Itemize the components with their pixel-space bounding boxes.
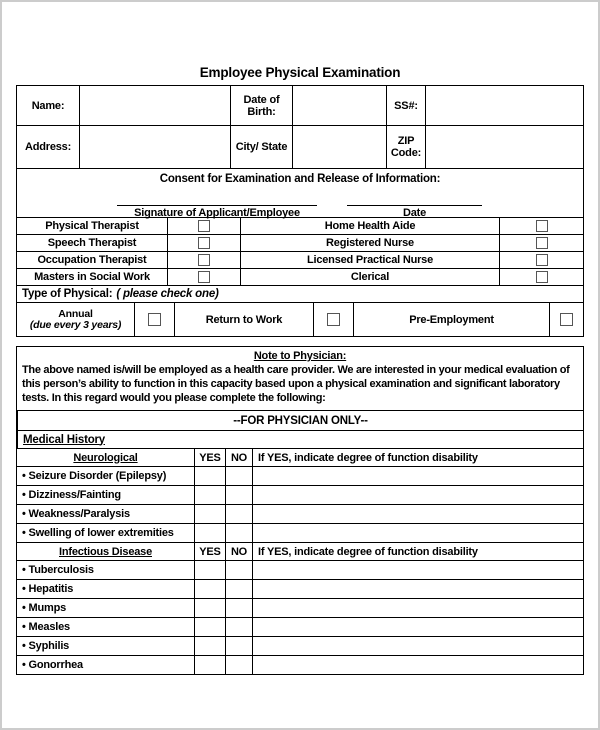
role-checkbox-cell	[499, 269, 583, 285]
address-label: Address:	[24, 141, 72, 153]
history-item-label: • Gonorrhea	[17, 656, 194, 674]
detail-cell[interactable]	[252, 561, 583, 579]
type-of-physical-label: Type of Physical:	[22, 288, 113, 300]
history-item-row	[17, 579, 583, 598]
note-to-physician-section	[17, 347, 583, 410]
no-cell[interactable]	[225, 524, 252, 542]
no-cell[interactable]	[225, 580, 252, 598]
masters-social-work-checkbox[interactable]	[198, 271, 210, 283]
annual-label: Annual	[58, 307, 93, 320]
yes-column-header: YES	[194, 543, 225, 560]
history-item-row	[17, 598, 583, 617]
detail-cell[interactable]	[252, 656, 583, 674]
zip-label: ZIP Code:	[386, 126, 425, 168]
detail-cell[interactable]	[252, 580, 583, 598]
history-item-row	[17, 655, 583, 674]
no-column-header: NO	[225, 543, 252, 560]
no-cell[interactable]	[225, 599, 252, 617]
name-label: Name:	[31, 99, 65, 112]
pre-employment-checkbox[interactable]	[560, 313, 573, 326]
history-item-row	[17, 523, 583, 542]
role-checkbox-cell	[499, 252, 583, 268]
pre-employment-label: Pre-Employment	[353, 303, 549, 336]
role-label-licensed-practical-nurse: Licensed Practical Nurse	[240, 252, 499, 268]
history-item-row	[17, 485, 583, 504]
neurological-section-label: Neurological	[73, 451, 138, 464]
occupation-therapist-checkbox[interactable]	[198, 254, 210, 266]
yes-cell[interactable]	[194, 505, 225, 523]
role-row	[17, 217, 583, 234]
if-yes-column-header: If YES, indicate degree of function disability	[252, 543, 583, 560]
role-label-registered-nurse: Registered Nurse	[240, 235, 499, 251]
consent-heading: Consent for Examination and Release of Information:	[159, 173, 441, 185]
medical-history-heading: Medical History	[23, 433, 105, 446]
role-checkbox-cell	[167, 252, 240, 268]
city-state-label: City/ State	[230, 126, 292, 168]
annual-option-label	[17, 303, 134, 336]
option-checkbox-cell	[549, 303, 583, 336]
history-item-label: • Tuberculosis	[17, 561, 194, 579]
city-state-field[interactable]	[292, 126, 386, 168]
role-row	[17, 251, 583, 268]
detail-cell[interactable]	[252, 505, 583, 523]
no-column-header: NO	[225, 449, 252, 466]
yes-cell[interactable]	[194, 599, 225, 617]
history-item-label: • Swelling of lower extremities	[17, 524, 194, 542]
history-item-row	[17, 617, 583, 636]
detail-cell[interactable]	[252, 637, 583, 655]
signature-line[interactable]	[117, 195, 317, 206]
name-field[interactable]	[79, 86, 230, 125]
history-item-row	[17, 636, 583, 655]
role-checkbox-cell	[167, 235, 240, 251]
role-row	[17, 234, 583, 251]
signature-block	[117, 195, 317, 220]
role-label-occupation-therapist: Occupation Therapist	[37, 254, 147, 266]
address-field[interactable]	[79, 126, 230, 168]
history-item-row	[17, 560, 583, 579]
note-to-physician-body: The above named is/will be employed as a health care provider. We are interested in your medical evaluation of this person’s ability to function in this capacity based upon a physical examination and significant laboratory tests. In this regard would you please complete the following:	[22, 364, 570, 404]
name-row	[17, 86, 583, 125]
if-yes-column-header: If YES, indicate degree of function disability	[252, 449, 583, 466]
return-to-work-checkbox[interactable]	[327, 313, 340, 326]
role-label-home-health-aide: Home Health Aide	[240, 218, 499, 234]
speech-therapist-checkbox[interactable]	[198, 237, 210, 249]
yes-cell[interactable]	[194, 618, 225, 636]
registered-nurse-checkbox[interactable]	[536, 237, 548, 249]
physician-table	[16, 346, 584, 675]
date-line[interactable]	[347, 195, 482, 206]
signature-row	[17, 195, 583, 220]
detail-cell[interactable]	[252, 618, 583, 636]
no-cell[interactable]	[225, 618, 252, 636]
detail-cell[interactable]	[252, 467, 583, 485]
yes-column-header: YES	[194, 449, 225, 466]
role-label-speech-therapist: Speech Therapist	[47, 237, 137, 249]
zip-field[interactable]	[425, 126, 583, 168]
role-checkbox-cell	[499, 218, 583, 234]
type-of-physical-options-row	[17, 302, 583, 336]
medical-history-heading-row	[17, 430, 583, 448]
history-item-label: • Hepatitis	[17, 580, 194, 598]
history-item-row	[17, 504, 583, 523]
page-title: Employee Physical Examination	[199, 65, 401, 80]
note-to-physician-heading: Note to Physician:	[253, 350, 347, 362]
detail-cell[interactable]	[252, 524, 583, 542]
dob-field[interactable]	[292, 86, 386, 125]
for-physician-only-banner: --FOR PHYSICIAN ONLY--	[17, 410, 583, 430]
annual-checkbox[interactable]	[148, 313, 161, 326]
role-checkbox-cell	[499, 235, 583, 251]
yes-cell[interactable]	[194, 524, 225, 542]
home-health-aide-checkbox[interactable]	[536, 220, 548, 232]
dob-label: Date of Birth:	[230, 86, 292, 125]
role-checkbox-cell	[167, 269, 240, 285]
date-block	[347, 195, 482, 220]
history-item-label: • Syphilis	[17, 637, 194, 655]
role-checkbox-cell	[167, 218, 240, 234]
type-of-physical-header	[17, 285, 583, 302]
role-label-physical-therapist: Physical Therapist	[45, 220, 139, 232]
signature-label: Signature of Applicant/Employee	[134, 207, 300, 219]
history-item-label: • Measles	[17, 618, 194, 636]
consent-section	[17, 168, 583, 217]
history-item-label: • Weakness/Paralysis	[17, 505, 194, 523]
yes-cell[interactable]	[194, 561, 225, 579]
clerical-checkbox[interactable]	[536, 271, 548, 283]
no-cell[interactable]	[225, 505, 252, 523]
role-row	[17, 268, 583, 285]
no-cell[interactable]	[225, 656, 252, 674]
infectious-disease-header-row	[17, 542, 583, 560]
history-item-label: • Seizure Disorder (Epilepsy)	[17, 467, 194, 485]
infectious-disease-section-label: Infectious Disease	[59, 545, 152, 558]
date-label: Date	[402, 207, 427, 219]
detail-cell[interactable]	[252, 486, 583, 504]
neurological-header-row	[17, 448, 583, 466]
ss-field[interactable]	[425, 86, 583, 125]
history-item-row	[17, 466, 583, 485]
physical-therapist-checkbox[interactable]	[198, 220, 210, 232]
detail-cell[interactable]	[252, 599, 583, 617]
licensed-practical-nurse-checkbox[interactable]	[536, 254, 548, 266]
address-row	[17, 125, 583, 168]
return-to-work-label: Return to Work	[174, 303, 313, 336]
option-checkbox-cell	[313, 303, 353, 336]
role-label-clerical: Clerical	[240, 269, 499, 285]
role-label-masters-social-work: Masters in Social Work	[34, 271, 150, 283]
no-cell[interactable]	[225, 561, 252, 579]
yes-cell[interactable]	[194, 656, 225, 674]
yes-cell[interactable]	[194, 467, 225, 485]
yes-cell[interactable]	[194, 486, 225, 504]
option-checkbox-cell	[134, 303, 174, 336]
annual-sub-label: (due every 3 years)	[29, 318, 122, 331]
no-cell[interactable]	[225, 486, 252, 504]
history-item-label: • Dizziness/Fainting	[17, 486, 194, 504]
yes-cell[interactable]	[194, 637, 225, 655]
type-of-physical-note: ( please check one)	[116, 288, 219, 300]
history-item-label: • Mumps	[17, 599, 194, 617]
applicant-info-table	[16, 85, 584, 337]
ss-label: SS#:	[386, 86, 425, 125]
no-cell[interactable]	[225, 637, 252, 655]
no-cell[interactable]	[225, 467, 252, 485]
yes-cell[interactable]	[194, 580, 225, 598]
